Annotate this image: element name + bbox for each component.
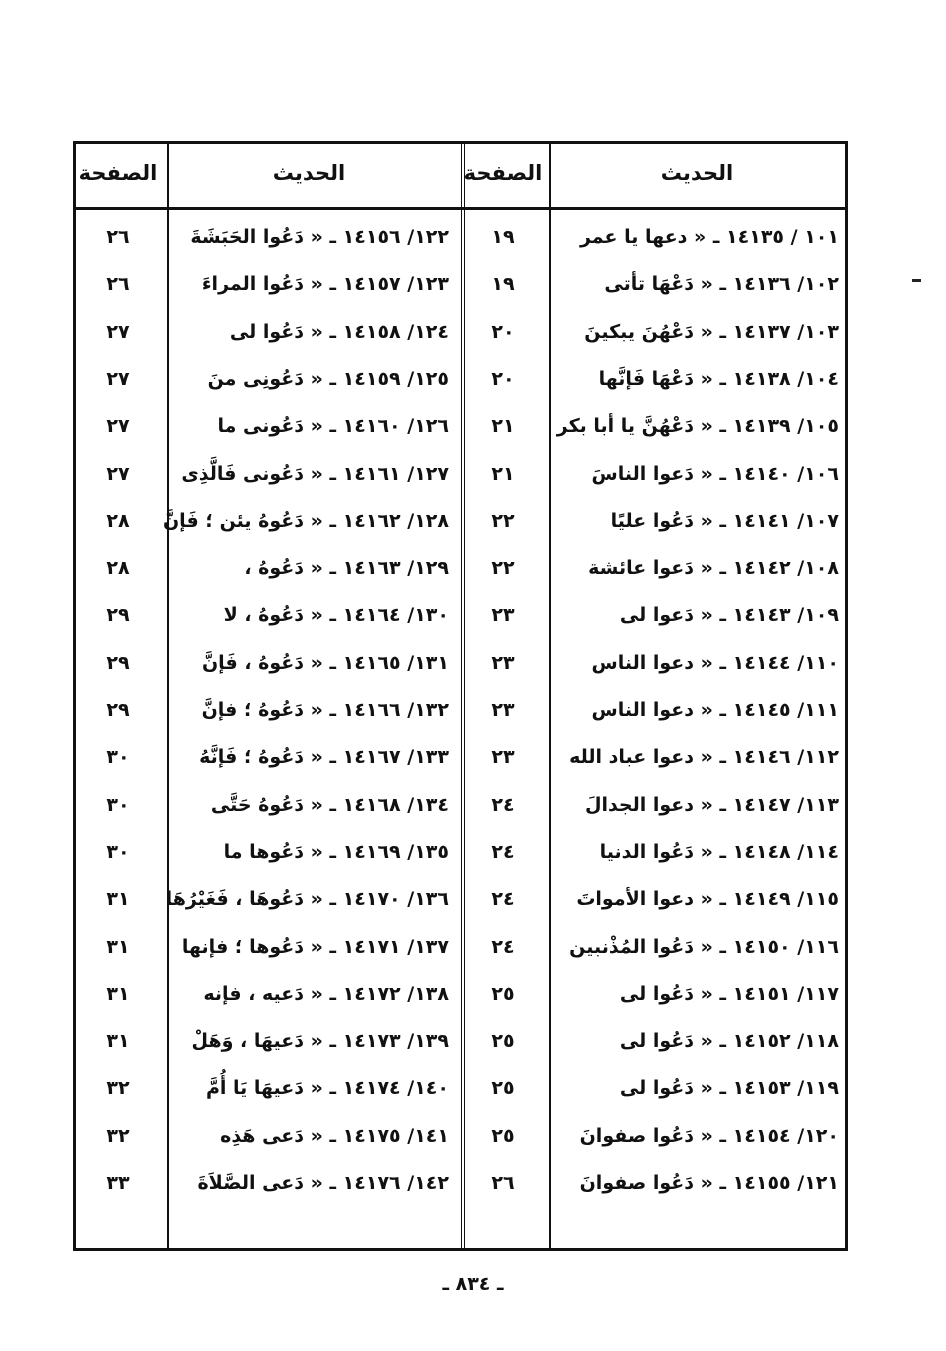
hadith-entry: ١١٣/ ١٤١٤٧ ـ « دعوا الجدالَ: [584, 793, 839, 816]
hadith-entry: ١٠٢/ ١٤١٣٦ ـ « دَعْهَا تأتى: [604, 273, 839, 296]
table-row: [76, 309, 845, 356]
table-row: [76, 640, 845, 687]
margin-mark: [912, 279, 921, 282]
page-ref: ٢٥: [491, 982, 515, 1005]
page-ref: ٢٩: [106, 651, 130, 674]
page-ref: ٢٠: [491, 320, 515, 343]
hadith-entry: ١١١/ ١٤١٤٥ ـ « دعوا الناس: [591, 699, 839, 721]
hadith-entry: ١٢٣/ ١٤١٥٧ ـ « دَعُوا المراءَ: [201, 273, 449, 296]
page-ref: ٢٩: [106, 699, 130, 721]
hadith-entry: ١١٦/ ١٤١٥٠ ـ « دَعُوا المُذْنبين: [569, 935, 839, 958]
page-ref: ٣٢: [106, 1124, 130, 1147]
hadith-entry: ١٢٦/ ١٤١٦٠ ـ « دَعُونى ما: [217, 415, 449, 438]
hadith-entry: ١٣٨/ ١٤١٧٢ ـ « دَعيه ، فإنه: [203, 982, 449, 1005]
header-hadith-right: الحديث: [660, 161, 734, 185]
hadith-index-table: [73, 141, 848, 1251]
table-row: [76, 1018, 845, 1065]
hadith-entry: ١٣٠/ ١٤١٦٤ ـ « دَعُوهُ ، لا: [223, 604, 449, 627]
page-ref: ٢٣: [491, 604, 515, 627]
page-ref: ٢٧: [106, 462, 130, 485]
table-row: [76, 876, 845, 923]
page-ref: ١٩: [491, 226, 515, 248]
page-ref: ٣٠: [106, 746, 130, 769]
page-ref: ٢٣: [491, 746, 515, 769]
hadith-entry: ١١٥/ ١٤١٤٩ ـ « دعوا الأمواتَ: [576, 888, 839, 911]
page-ref: ٢٣: [491, 651, 515, 674]
hadith-entry: ١٢٤/ ١٤١٥٨ ـ « دَعُوا لى: [229, 320, 449, 343]
page-ref: ٢٩: [106, 604, 130, 627]
hadith-entry: ١٠٩/ ١٤١٤٣ ـ « دَعوا لى: [619, 604, 839, 627]
page-ref: ٣٠: [106, 840, 130, 863]
table-row: [76, 924, 845, 971]
page-ref: ٢٤: [491, 793, 515, 816]
hadith-entry: ١٣٥/ ١٤١٦٩ ـ « دَعُوها ما: [223, 840, 449, 863]
hadith-entry: ١١٤/ ١٤١٤٨ ـ « دَعُوا الدنيا: [599, 840, 839, 863]
hadith-entry: ١١٨/ ١٤١٥٢ ـ « دَعُوا لى: [619, 1030, 839, 1053]
header-page-right: الصفحة: [463, 161, 543, 185]
hadith-entry: ١٠٣/ ١٤١٣٧ ـ « دَعْهُنَ يبكينَ: [584, 320, 839, 343]
hadith-entry: ١٢٧/ ١٤١٦١ ـ « دَعُونى فَالَّذِى: [181, 462, 449, 485]
page-ref: ٢٤: [491, 840, 515, 863]
page-ref: ٢٥: [491, 1124, 515, 1147]
table-row: [76, 403, 845, 450]
page-ref: ٢٥: [491, 1077, 515, 1100]
table-row: [76, 261, 845, 308]
hadith-entry: ١٠٥/ ١٤١٣٩ ـ « دَعْهُنَّ يا أبا بكر: [556, 415, 839, 438]
table-header: [76, 144, 845, 210]
table-row: [76, 592, 845, 639]
page-ref: ٣٣: [106, 1172, 130, 1194]
header-page-left: الصفحة: [78, 161, 158, 185]
table-row: [76, 829, 845, 876]
page-ref: ٢٠: [491, 367, 515, 390]
table-row: [76, 1160, 845, 1207]
hadith-entry: ١٠١ / ١٤١٣٥ ـ « دعها يا عمر: [579, 226, 839, 248]
page-ref: ٢٦: [491, 1172, 515, 1194]
table-row: [76, 1065, 845, 1112]
page-ref: ٢١: [491, 462, 515, 485]
hadith-entry: ١٢٩/ ١٤١٦٣ ـ « دَعُوهُ ،: [244, 557, 449, 580]
table-row: [76, 451, 845, 498]
page-ref: ٢٣: [491, 699, 515, 721]
page-ref: ١٩: [491, 273, 515, 296]
hadith-entry: ١٣١/ ١٤١٦٥ ـ « دَعُوهُ ، فَإنَّ: [201, 651, 449, 674]
hadith-entry: ١٤١/ ١٤١٧٥ ـ « دَعى هَذِه: [220, 1124, 449, 1147]
hadith-entry: ١٢٢/ ١٤١٥٦ ـ « دَعُوا الحَبَشَةَ: [190, 226, 449, 248]
hadith-entry: ١٣٣/ ١٤١٦٧ ـ « دَعُوهُ ؛ فَإنَّهُ: [199, 746, 449, 769]
table-row: [76, 1113, 845, 1160]
page-ref: ٣٠: [106, 793, 130, 816]
table-row: [76, 545, 845, 592]
page-ref: ٢٨: [106, 509, 130, 532]
hadith-entry: ١٢١/ ١٤١٥٥ ـ « دَعُوا صفوانَ: [579, 1172, 839, 1194]
page-ref: ٣١: [106, 888, 130, 911]
hadith-entry: ١٢٥/ ١٤١٥٩ ـ « دَعُونِى منَ: [207, 367, 449, 390]
page-ref: ٣١: [106, 935, 130, 958]
hadith-entry: ١٠٤/ ١٤١٣٨ ـ « دَعْهَا فَإنَّها: [598, 367, 839, 390]
table-row: [76, 971, 845, 1018]
page-ref: ٢٨: [106, 557, 130, 580]
hadith-entry: ١٠٨/ ١٤١٤٢ ـ « دَعوا عائشة: [588, 557, 839, 580]
hadith-entry: ١٣٧/ ١٤١٧١ ـ « دَعُوها ؛ فإنها: [181, 935, 449, 958]
table-row: [76, 782, 845, 829]
page-ref: ٢٢: [491, 557, 515, 580]
table-row: [76, 214, 845, 261]
page-ref: ٢٥: [491, 1030, 515, 1053]
hadith-entry: ١٢٨/ ١٤١٦٢ ـ « دَعُوهُ يئن ؛ فَإنَّ: [163, 509, 449, 532]
hadith-entry: ١٤٠/ ١٤١٧٤ ـ « دَعيهَا يَا أُمَّ: [205, 1077, 449, 1100]
table-row: [76, 498, 845, 545]
page-ref: ٢٢: [491, 509, 515, 532]
page-ref: ٢٤: [491, 935, 515, 958]
hadith-entry: ١٤٢/ ١٤١٧٦ ـ « دَعى الصَّلاَةَ: [197, 1172, 449, 1194]
page-ref: ٢٦: [106, 226, 130, 248]
page-ref: ٢٧: [106, 415, 130, 438]
page-ref: ٢٦: [106, 273, 130, 296]
hadith-entry: ١٠٦/ ١٤١٤٠ ـ « دَعوا الناسَ: [591, 462, 839, 485]
hadith-entry: ١٠٧/ ١٤١٤١ ـ « دَعُوا عليًا: [610, 509, 839, 532]
page-ref: ٣١: [106, 1030, 130, 1053]
hadith-entry: ١٢٠/ ١٤١٥٤ ـ « دَعُوا صفوانَ: [579, 1124, 839, 1147]
header-hadith-left: الحديث: [272, 161, 346, 185]
table-row: [76, 356, 845, 403]
hadith-entry: ١١٧/ ١٤١٥١ ـ « دَعُوا لى: [619, 982, 839, 1005]
hadith-entry: ١٣٢/ ١٤١٦٦ ـ « دَعُوهُ ؛ فإنَّ: [201, 699, 449, 721]
page-ref: ٣١: [106, 982, 130, 1005]
table-row: [76, 734, 845, 781]
hadith-entry: ١١٢/ ١٤١٤٦ ـ « دعوا عباد الله: [569, 746, 839, 769]
hadith-entry: ١١٩/ ١٤١٥٣ ـ « دَعُوا لى: [619, 1077, 839, 1100]
hadith-entry: ١٣٩/ ١٤١٧٣ ـ « دَعيهَا ، وَهَلْ: [191, 1030, 449, 1053]
page-number: ـ ٨٣٤ ـ: [442, 1273, 504, 1295]
hadith-entry: ١٣٤/ ١٤١٦٨ ـ « دَعُوهُ حَتَّى: [210, 793, 449, 816]
page-ref: ٢١: [491, 415, 515, 438]
page-ref: ٢٧: [106, 320, 130, 343]
page-ref: ٣٢: [106, 1077, 130, 1100]
hadith-entry: ١١٠/ ١٤١٤٤ ـ « دعوا الناس: [591, 651, 839, 674]
page-ref: ٢٧: [106, 367, 130, 390]
page-ref: ٢٤: [491, 888, 515, 911]
table-row: [76, 687, 845, 734]
hadith-entry: ١٣٦/ ١٤١٧٠ ـ « دَعُوهَا ، فَغَيْرُهَا: [165, 888, 449, 911]
